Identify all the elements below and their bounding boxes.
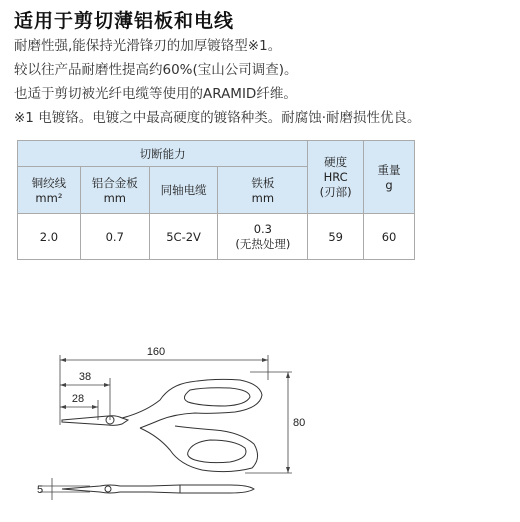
scissors-dimension-drawing <box>30 340 320 515</box>
cutting-capacity-header: 切断能力 <box>18 141 308 167</box>
dim-38-label: 38 <box>78 371 92 383</box>
hardness-value: 59 <box>308 214 364 260</box>
iron-plate-header: 铁板 mm <box>218 167 308 214</box>
iron-value: 0.3 (无热处理) <box>218 214 308 260</box>
page-title: 适用于剪切薄铝板和电线 <box>14 10 235 32</box>
spec-table <box>17 140 415 260</box>
weight-value: 60 <box>364 214 415 260</box>
feature-line-2: 较以往产品耐磨性提高约60%(宝山公司调查)。 <box>14 62 298 78</box>
dim-80-label: 80 <box>293 417 306 429</box>
footnote-line: ※1 电镀铬。电镀之中最高硬度的镀铬种类。耐腐蚀·耐磨损性优良。 <box>14 110 421 126</box>
aluminum-value: 0.7 <box>80 214 149 260</box>
table-row <box>18 214 415 260</box>
copper-wire-header: 铜绞线 mm² <box>18 167 81 214</box>
dim-5-label: 5 <box>36 484 44 496</box>
copper-value: 2.0 <box>18 214 81 260</box>
scissors-top-view <box>62 379 262 471</box>
feature-line-1: 耐磨性强,能保持光滑锋刃的加厚镀铬型※1。 <box>14 38 282 54</box>
hardness-header: 硬度 HRC (刃部) <box>308 141 364 214</box>
aluminum-plate-header: 铝合金板 mm <box>80 167 149 214</box>
dim-28-label: 28 <box>71 393 85 405</box>
scissors-side-view <box>62 485 254 493</box>
feature-line-3: 也适于剪切被光纤电缆等使用的ARAMID纤维。 <box>14 86 297 102</box>
dim-160-label: 160 <box>146 346 166 358</box>
coax-value: 5C-2V <box>149 214 218 260</box>
coax-cable-header: 同轴电缆 <box>149 167 218 214</box>
weight-header: 重量 g <box>364 141 415 214</box>
